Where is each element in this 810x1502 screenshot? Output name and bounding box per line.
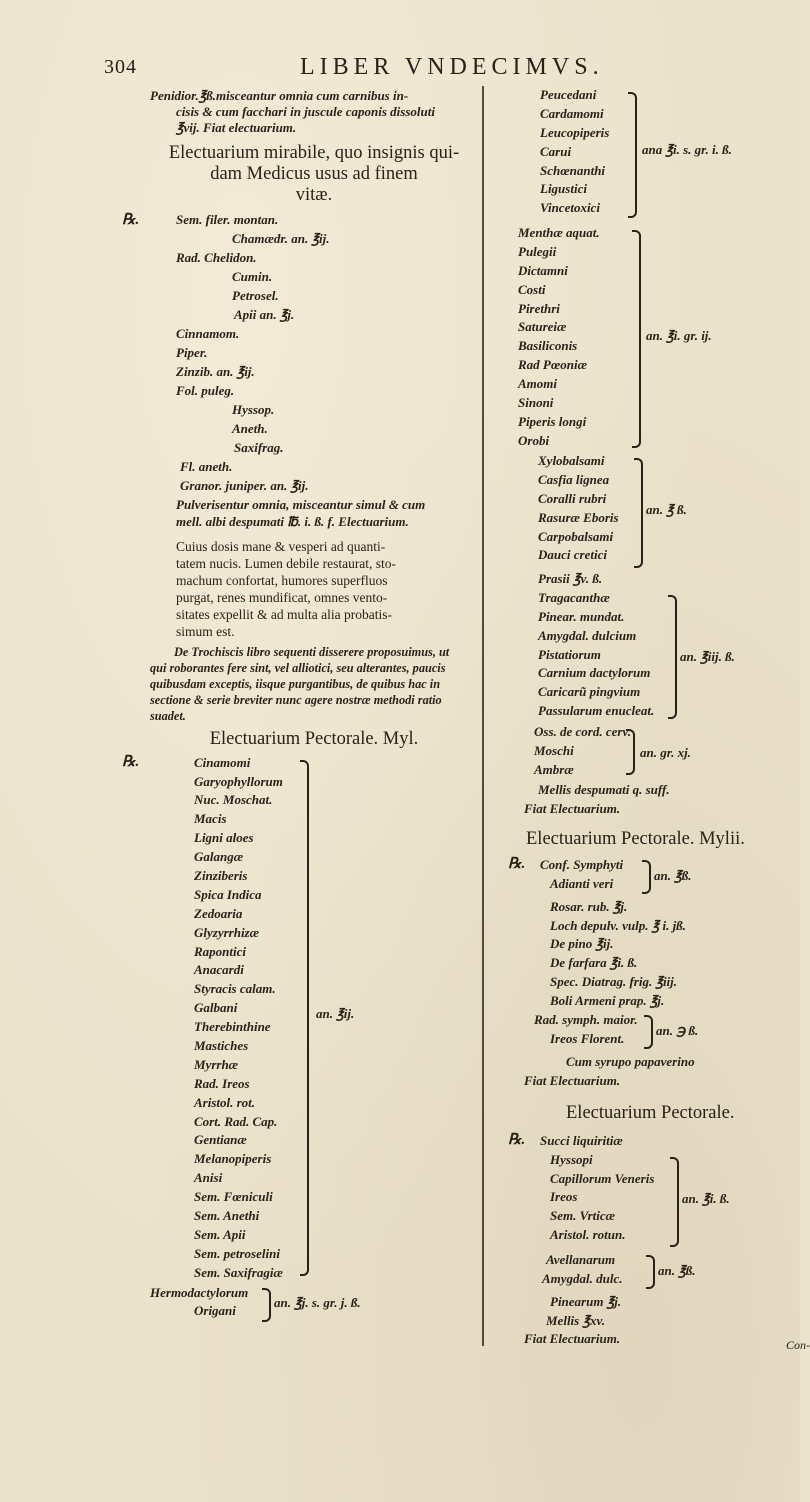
ingredient: Zinziberis — [194, 867, 248, 883]
ingredient: Leucopiperis — [540, 124, 610, 140]
ingredient: Dictamni — [518, 262, 568, 278]
ingredient: Succi liquiritiæ — [540, 1132, 623, 1148]
ingredient: Granor. juniper. an. ℥ij. — [180, 477, 309, 493]
text-line: quibusdam exceptis, iisque purgantibus, de quibus hac in — [150, 677, 441, 692]
ingredient: Anacardi — [194, 962, 244, 978]
brace — [632, 230, 641, 448]
ingredient: Aneth. — [232, 420, 268, 436]
ingredient: Chamædr. an. ℥ij. — [232, 230, 330, 246]
ingredient: Sem. Vrticæ — [550, 1208, 616, 1224]
text-line: purgat, renes mundificat, omnes vento- — [176, 589, 388, 605]
ingredient: Pulegii — [518, 243, 557, 259]
ingredient: mell. albi despumati ℔. i. ß. f. Electuarium. — [176, 513, 409, 529]
ingredient: Rosar. rub. ℥j. — [550, 898, 628, 914]
ingredient: Caricarũ pingvium — [538, 684, 641, 700]
ingredient: Cort. Rad. Cap. — [194, 1113, 278, 1129]
text-line: tatem nucis. Lumen debile restaurat, sto- — [176, 555, 397, 571]
ingredient: Hermodactylorum — [150, 1284, 249, 1300]
ingredient: Amygdal. dulcium — [538, 627, 637, 643]
ingredient: Pinearum ℥j. — [550, 1293, 622, 1309]
ingredient: Oss. de cord. cerv. — [534, 723, 631, 739]
ingredient: Origani — [194, 1302, 236, 1318]
dose-label: an. ℥j. s. gr. j. ß. — [274, 1294, 361, 1310]
ingredient: Styracis calam. — [194, 981, 276, 997]
ingredient: Tragacanthæ — [538, 589, 610, 605]
ingredient: Ireos Florent. — [550, 1031, 625, 1047]
ingredient: Casfia lignea — [538, 471, 610, 487]
ingredient: Mastiches — [194, 1037, 249, 1053]
ingredient: Aristol. rotun. — [550, 1227, 626, 1243]
instruction: Fiat Electuarium. — [524, 1331, 621, 1347]
brace — [668, 595, 677, 719]
ingredient: Pinear. mundat. — [538, 608, 625, 624]
right-column — [510, 86, 790, 1349]
intro-line: ℥vij. Fiat electuarium. — [176, 120, 297, 136]
ingredient: Sem. Saxifragiæ — [194, 1264, 283, 1280]
brace — [626, 729, 635, 775]
recipe4 — [510, 1132, 790, 1151]
text-line: Cuius dosis mane & vesperi ad quanti- — [176, 538, 386, 554]
ingredient: Conf. Symphyti — [540, 856, 624, 872]
ingredient: Ireos — [550, 1189, 578, 1205]
recipe3-list — [510, 898, 790, 1011]
ingredient: Carui — [540, 143, 572, 159]
group6 — [510, 1151, 790, 1251]
ingredient: De pino ℥ij. — [550, 936, 614, 952]
ingredient: Passularum enucleat. — [538, 703, 655, 719]
heading-line: Electuarium mirabile, quo insignis qui- — [168, 142, 460, 163]
ingredient: Peucedani — [540, 87, 597, 102]
dose-label: an. ℥i. ß. — [682, 1190, 730, 1206]
text-line: qui roborantes fere sint, vel alliotici, seu alterantes, paucis — [150, 660, 446, 675]
ingredient: Rasuræ Eboris — [538, 509, 619, 525]
ingredient: Ligni aloes — [194, 830, 254, 846]
group2 — [510, 224, 790, 452]
ingredient: Xylobalsami — [538, 453, 605, 468]
ingredient: Schœnanthi — [540, 162, 606, 178]
brace — [670, 1157, 679, 1247]
catchword: Con- — [786, 1338, 810, 1352]
dose-label: an. ℥i. gr. ij. — [646, 328, 712, 343]
ingredient: Pirethri — [518, 300, 560, 316]
ingredient: Therebinthine — [194, 1019, 271, 1035]
group1 — [510, 86, 790, 224]
recipe1-list — [122, 211, 478, 532]
ingredient: Myrrhæ — [194, 1056, 239, 1072]
ingredient: Prasii ℥v. ß. — [538, 571, 603, 586]
dose-label: an. ℥ß. — [654, 867, 692, 883]
ingredient: Spec. Diatrag. frig. ℥iij. — [550, 974, 678, 990]
dose-label: an. ℥ ß. — [646, 502, 687, 517]
ingredient: Menthæ aquat. — [518, 225, 600, 240]
intro-line: Penidior.℥ß.misceantur omnia cum carnibus in- — [150, 88, 409, 103]
ingredient: Loch depulv. vulp. ℥ i. jß. — [550, 917, 686, 933]
group5 — [510, 723, 790, 781]
dose-label: an. gr. xj. — [640, 744, 691, 760]
text-line: suadet. — [150, 709, 186, 724]
dose-label: an. ℥ß. — [658, 1262, 696, 1278]
ingredient: Rad Pœoniæ — [518, 357, 587, 373]
ingredient: Cinnamom. — [176, 325, 240, 341]
text-line: sitates expellit & ad multa alia probatis- — [176, 606, 392, 622]
ingredient: Amygdal. dulc. — [542, 1270, 623, 1286]
brace — [642, 860, 651, 894]
ingredient: Nuc. Moschat. — [194, 792, 273, 808]
ingredient: Rad. Chelidon. — [176, 249, 257, 265]
ingredient: Sinoni — [518, 395, 554, 411]
ingredient: Cinamomi — [194, 754, 251, 770]
ingredient: Capillorum Veneris — [550, 1170, 655, 1186]
ingredient: Ambræ — [534, 761, 574, 777]
brace — [628, 92, 637, 218]
ingredient: Spica Indica — [194, 886, 262, 902]
ingredient: De farfara ℥i. ß. — [550, 955, 638, 971]
group3 — [510, 452, 790, 570]
recipe-symbol: ℞. — [122, 211, 140, 228]
recipe-symbol: ℞. — [508, 855, 526, 872]
ingredient: Apii an. ℥j. — [234, 306, 295, 322]
ingredient: Piper. — [176, 344, 208, 360]
ingredient: Pulverisentur omnia, misceantur simul & cum — [176, 496, 426, 512]
ingredient: Avellanarum — [546, 1251, 616, 1267]
ingredient: Fl. aneth. — [180, 458, 233, 474]
ingredient: Basiliconis — [518, 338, 578, 354]
ingredient: Pistatiorum — [538, 646, 601, 662]
intro-line: cisis & cum facchari in juscule caponis dissoluti — [176, 104, 435, 120]
recipe-symbol: ℞. — [122, 753, 140, 770]
left-column — [122, 86, 478, 1318]
ingredient: Amomi — [518, 376, 558, 392]
dose-label: ana ℥i. s. gr. i. ß. — [642, 142, 732, 157]
ingredient: Hyssop. — [232, 401, 275, 417]
ingredient: Rapontici — [194, 943, 247, 959]
ingredient: Melanopiperis — [194, 1151, 272, 1167]
brace — [300, 760, 309, 1276]
dose-label: an. ℈ ß. — [656, 1023, 699, 1039]
ingredient: Carpobalsami — [538, 528, 614, 544]
text-line: De Trochiscis libro sequenti disserere proposuimus, ut — [174, 644, 450, 659]
ingredient: Garyophyllorum — [194, 773, 283, 789]
ingredient: Zinzib. an. ℥ij. — [176, 363, 255, 379]
ingredient: Adianti veri — [550, 875, 614, 891]
page-number: 304 — [104, 56, 137, 78]
text-line: simum est. — [176, 623, 235, 639]
ingredient: Gentianæ — [194, 1132, 247, 1148]
ingredient: Piperis longi — [518, 413, 587, 429]
brace — [262, 1288, 271, 1322]
page-header — [0, 56, 800, 86]
ingredient: Petrosel. — [232, 287, 279, 303]
ingredient: Glyzyrrhizæ — [194, 924, 260, 940]
ingredient: Carnium dactylorum — [538, 665, 651, 681]
ingredient: Sem. petroselini — [194, 1245, 280, 1261]
ingredient: Sem. Apii — [194, 1226, 246, 1242]
ingredient: Cardamomi — [540, 105, 604, 121]
dose-label: an. ℥iij. ß. — [680, 648, 735, 664]
brace — [646, 1255, 655, 1289]
heading-electuarium-pectorale-myl: Electuarium Pectorale. Myl. — [209, 728, 419, 749]
dose-label: an. ℥ij. — [316, 1005, 355, 1021]
ingredient: Galangæ — [194, 849, 244, 865]
ingredient: Cumin. — [232, 268, 273, 284]
instruction: Fiat Electuarium. — [524, 1072, 621, 1088]
text-line: sectione & serie breviter nunc agere nostræ methodi ratio — [150, 693, 442, 708]
ingredient: Rad. symph. maior. — [534, 1012, 638, 1028]
ingredient: Saxifrag. — [234, 439, 284, 455]
ingredient: Vincetoxici — [540, 200, 600, 216]
instruction: Fiat Electuarium. — [524, 800, 621, 816]
ingredient: Macis — [194, 811, 227, 827]
instruction: Mellis despumati q. suff. — [538, 781, 670, 797]
pair2 — [510, 1011, 790, 1053]
ingredient: Satureiæ — [518, 319, 567, 335]
paragraph-trochiscis — [150, 644, 478, 725]
heading-electuarium-mirabile — [150, 143, 478, 206]
text-line: machum confortat, humores superfluos — [176, 572, 388, 588]
ingredient: Hyssopi — [550, 1151, 593, 1167]
ingredient: Coralli rubri — [538, 490, 607, 506]
ingredient: Ligustici — [540, 181, 587, 197]
ingredient: Moschi — [534, 742, 574, 758]
ingredient: Fol. puleg. — [176, 382, 235, 398]
brace — [644, 1015, 653, 1049]
heading-electuarium-pectorale: Electuarium Pectorale. — [566, 1102, 735, 1123]
ingredient: Mellis ℥xv. — [546, 1312, 606, 1328]
heading-line: dam Medicus usus ad finem — [210, 163, 418, 184]
ingredient: Sem. Fœniculi — [194, 1189, 273, 1205]
ingredient: Galbani — [194, 1000, 238, 1016]
group4 — [510, 589, 790, 723]
paragraph-dosis — [176, 538, 478, 640]
ingredient: Boli Armeni prap. ℥j. — [550, 993, 665, 1009]
ingredient: Sem. filer. montan. — [176, 211, 279, 227]
ingredient: Dauci cretici — [538, 547, 607, 563]
ingredient: Aristol. rot. — [194, 1094, 256, 1110]
ingredient: Anisi — [194, 1170, 223, 1186]
recipe2-list — [122, 753, 478, 1318]
pair1 — [510, 856, 790, 898]
heading-line: vitæ. — [295, 184, 333, 205]
ingredient: Sem. Anethi — [194, 1208, 260, 1223]
brace — [634, 458, 643, 568]
heading-electuarium-pectorale-mylii: Electuarium Pectorale. Mylii. — [526, 828, 745, 849]
ingredient: Costi — [518, 281, 546, 297]
column-divider — [482, 86, 484, 1346]
recipe-symbol: ℞. — [508, 1131, 526, 1148]
ingredient: Rad. Ireos — [194, 1075, 250, 1091]
instruction: Cum syrupo papaverino — [566, 1054, 695, 1070]
ingredient: Zedoaria — [194, 905, 243, 921]
running-head: LIBER VNDECIMVS. — [300, 54, 604, 80]
pair3 — [510, 1251, 790, 1293]
ingredient: Orobi — [518, 432, 550, 448]
